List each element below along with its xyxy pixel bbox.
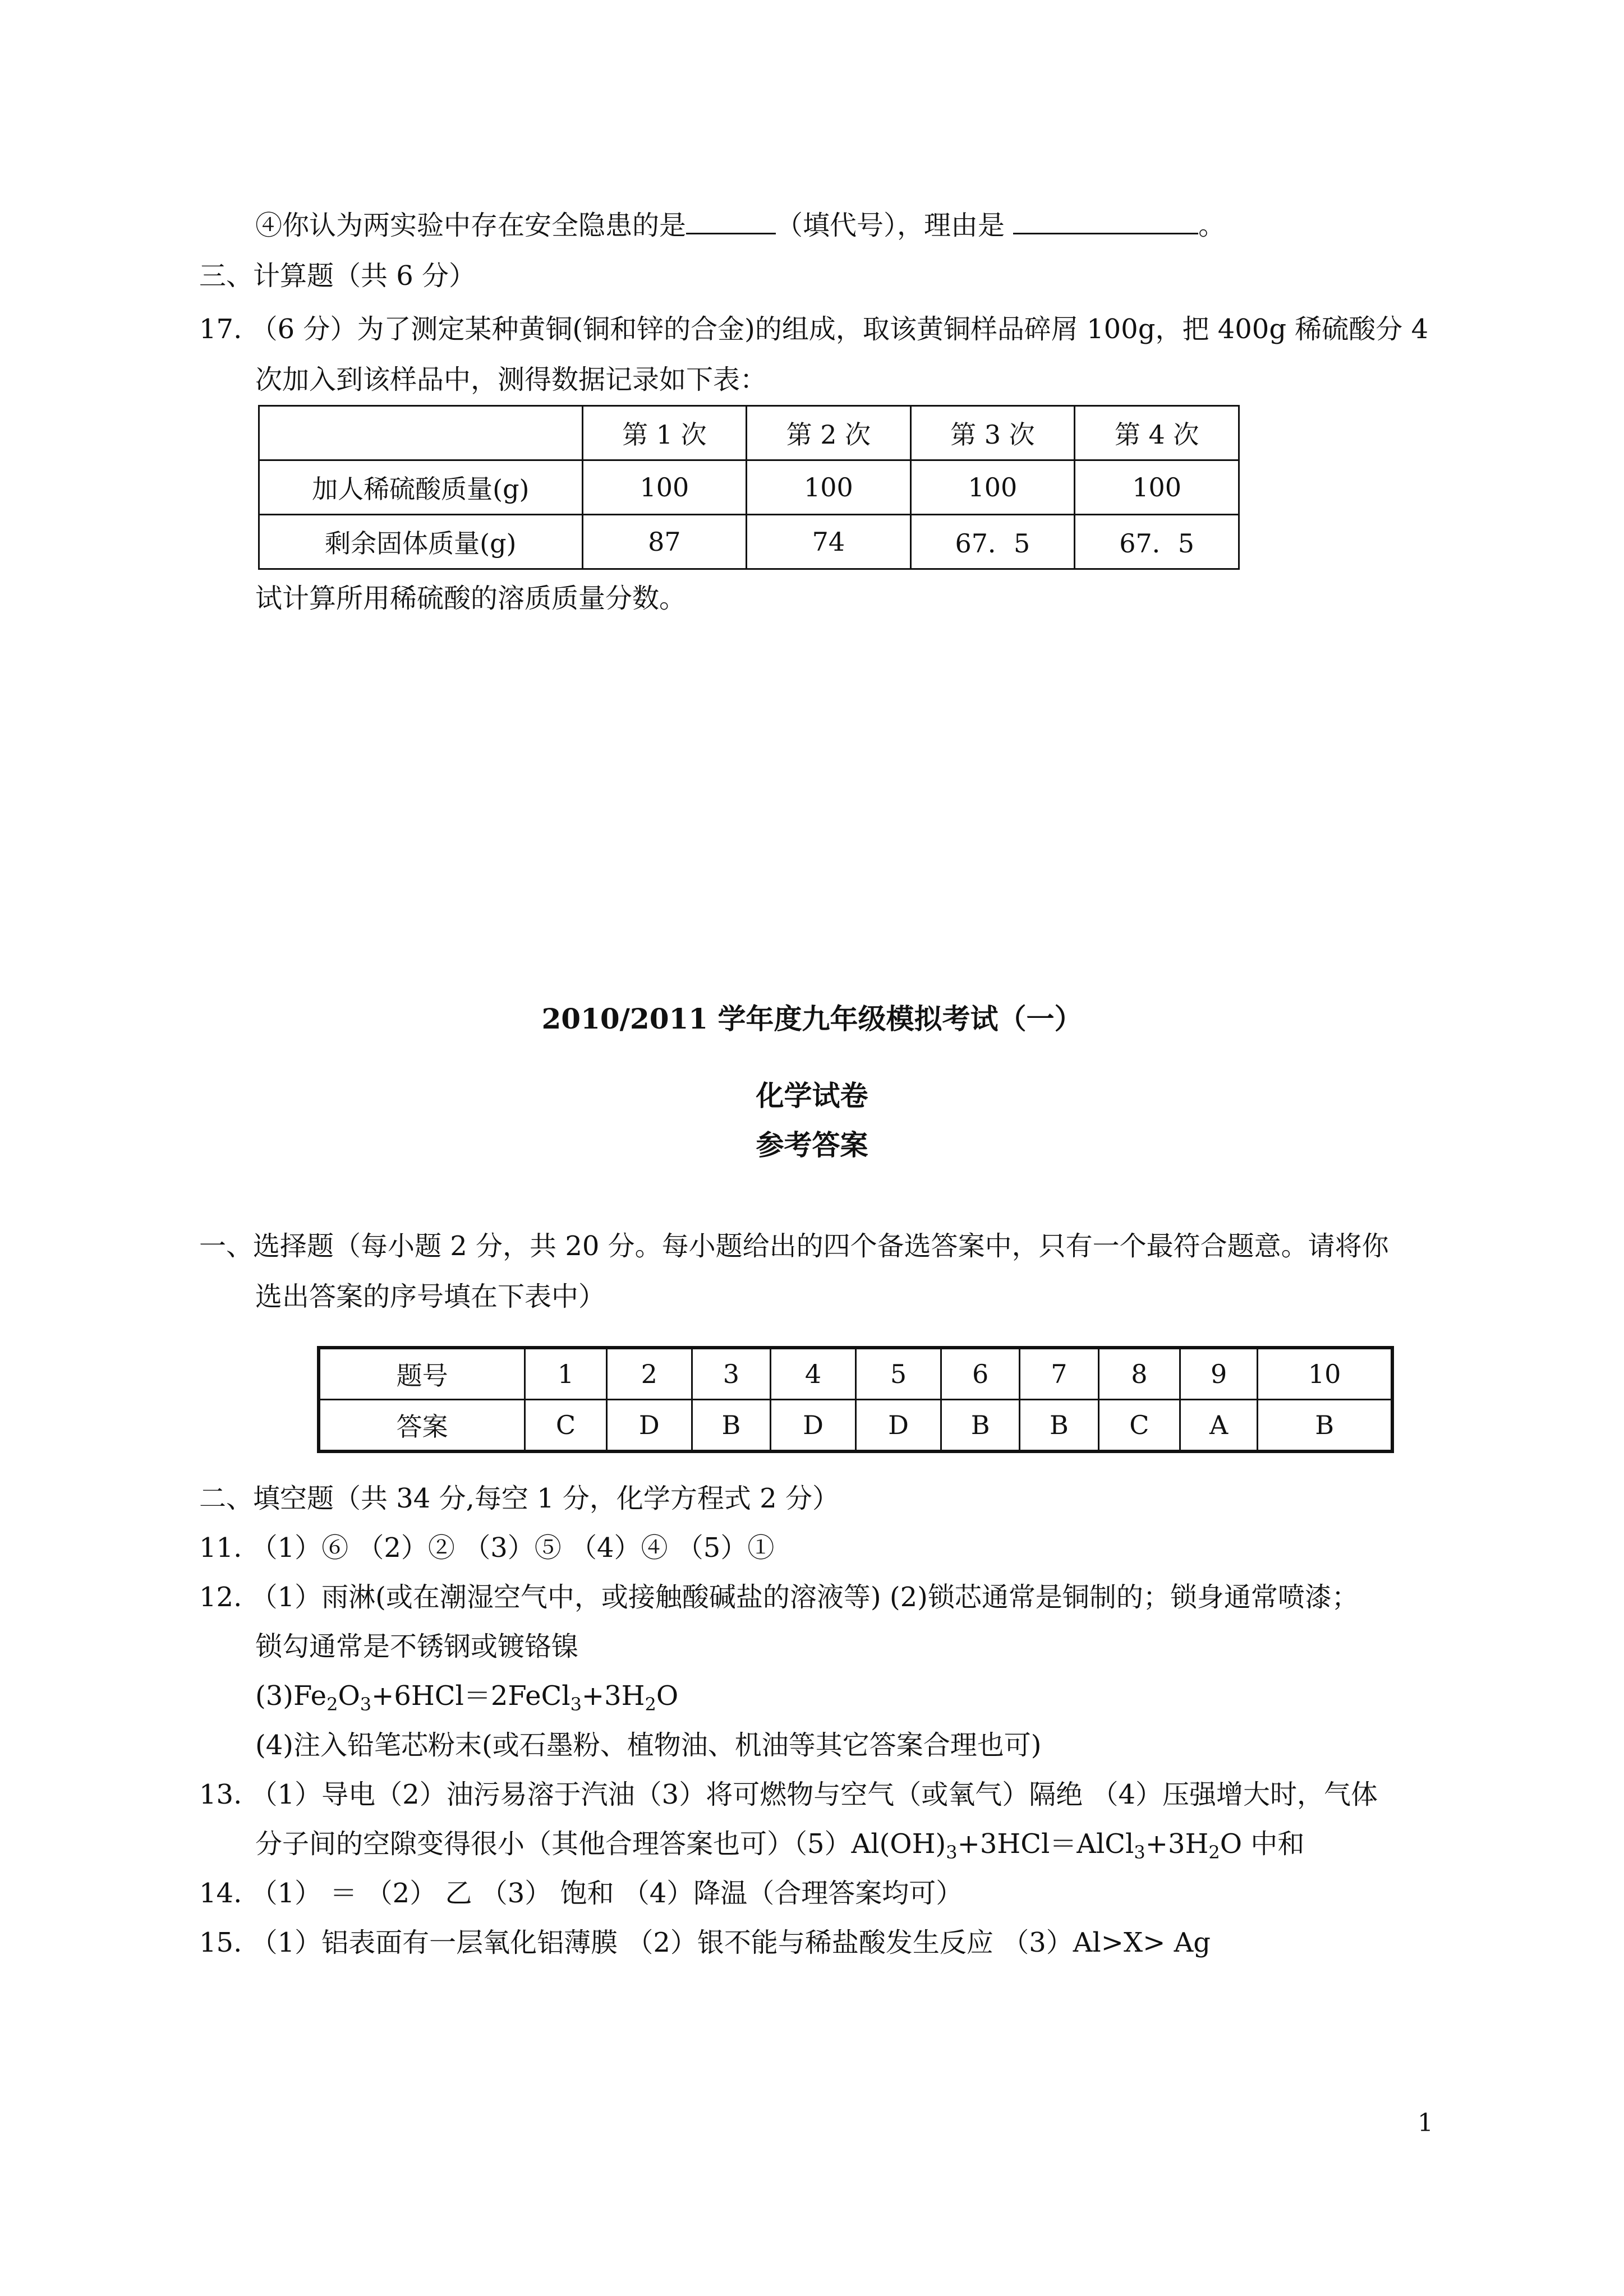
table-cell: 加人稀硫酸质量(g) [259, 460, 583, 515]
table-cell: D [771, 1400, 856, 1452]
table-cell: B [941, 1400, 1020, 1452]
answer-13-line1: 13. （1）导电（2）油污易溶于汽油（3）将可燃物与空气（或氧气）隔绝 （4）压强增大时，气体 [199, 1779, 1378, 1810]
table-cell: 第 2 次 [747, 406, 910, 460]
table-row [259, 406, 1239, 460]
table-cell: 74 [747, 515, 910, 569]
table-cell: 67．5 [1075, 515, 1239, 569]
table-cell: 100 [582, 460, 746, 515]
answer-12-equation: $(3)Fe_2O_3+6HCl=2FeCl_3+3H_2O$ [255, 1680, 679, 1715]
answer-15: 15. （1）铝表面有一层氧化铝薄膜 （2）银不能与稀盐酸发生反应 （3）Al>X> Ag [199, 1927, 1211, 1958]
answer-14: 14. （1） ＝ （2） 乙 （3） 饱和 （4）降温（合理答案均可） [199, 1878, 963, 1909]
q17-line2: 次加入到该样品中，测得数据记录如下表： [255, 364, 767, 395]
answer-blank-1 [686, 208, 776, 234]
table-cell: 87 [582, 515, 746, 569]
table-cell: B [1258, 1400, 1392, 1452]
choice-answer-table [317, 1346, 1394, 1453]
section1-line2: 选出答案的序号填在下表中） [255, 1281, 606, 1312]
answer-11: 11. （1）⑥ （2）② （3）⑤ （4）④ （5）① [199, 1532, 775, 1564]
q17-line1: 17. （6 分）为了测定某种黄铜(铜和锌的合金)的组成，取该黄铜样品碎屑 100g，把 400g 稀硫酸分 4 [199, 313, 1429, 345]
table-cell: 2 [606, 1348, 692, 1400]
table-cell: 剩余固体质量(g) [259, 515, 583, 569]
table-row [319, 1348, 1392, 1400]
table-cell: C [525, 1400, 607, 1452]
table-cell: A [1180, 1400, 1258, 1452]
table-cell: 7 [1020, 1348, 1098, 1400]
table-cell: B [692, 1400, 770, 1452]
table-cell: 67．5 [910, 515, 1075, 569]
section1-line1: 一、选择题（每小题 2 分，共 20 分。每小题给出的四个备选答案中，只有一个最符合题意。请将你 [199, 1230, 1389, 1262]
table-cell [259, 406, 583, 460]
section2-heading: 二、填空题（共 34 分,每空 1 分，化学方程式 2 分） [199, 1483, 839, 1514]
table-row [259, 460, 1239, 515]
answer-title-3: 参考答案 [756, 1128, 868, 1161]
table-cell: 4 [771, 1348, 856, 1400]
table-cell: 100 [1075, 460, 1239, 515]
answer-12-line2: 锁勾通常是不锈钢或镀铬镍 [255, 1631, 579, 1662]
table-cell: 1 [525, 1348, 607, 1400]
q17-ask: 试计算所用稀硫酸的溶质质量分数。 [255, 583, 687, 614]
table-cell: 题号 [319, 1348, 525, 1400]
table-cell: 8 [1098, 1348, 1180, 1400]
table-cell: 答案 [319, 1400, 525, 1452]
table-cell: 10 [1258, 1348, 1392, 1400]
table-cell: 9 [1180, 1348, 1258, 1400]
answer-12-line1: 12. （1）雨淋(或在潮湿空气中，或接触酸碱盐的溶液等) (2)锁芯通常是铜制的；锁身通常喷漆； [199, 1582, 1359, 1613]
table-cell: D [606, 1400, 692, 1452]
data-table [258, 405, 1240, 570]
section3-heading: 三、计算题（共 6 分） [199, 260, 476, 292]
answer-blank-2 [1013, 208, 1198, 234]
table-cell: 5 [856, 1348, 941, 1400]
table-cell: B [1020, 1400, 1098, 1452]
answer-title-2: 化学试卷 [756, 1079, 868, 1112]
table-cell: 6 [941, 1348, 1020, 1400]
page-number: 1 [1418, 2109, 1433, 2137]
table-cell: 第 3 次 [910, 406, 1075, 460]
table-cell: 100 [747, 460, 910, 515]
table-row [259, 515, 1239, 569]
q4-line: ④你认为两实验中存在安全隐患的是 （填代号），理由是 。 [255, 208, 1225, 243]
answer-12-line4: (4)注入铅笔芯粉末(或石墨粉、植物油、机油等其它答案合理也可) [255, 1730, 1042, 1761]
table-cell: C [1098, 1400, 1180, 1452]
table-cell: 100 [910, 460, 1075, 515]
table-cell: D [856, 1400, 941, 1452]
table-cell: 第 1 次 [582, 406, 746, 460]
table-cell: 3 [692, 1348, 770, 1400]
table-row [319, 1400, 1392, 1452]
table-cell: 第 4 次 [1075, 406, 1239, 460]
answer-13-line2: 分子间的空隙变得很小（其他合理答案也可）$(5)Al(OH)_3+3HCl=AlCl_3+3H_2O$ 中和 [255, 1828, 1305, 1863]
answer-title-1: 2010/2011 学年度九年级模拟考试（一） [541, 1002, 1083, 1035]
